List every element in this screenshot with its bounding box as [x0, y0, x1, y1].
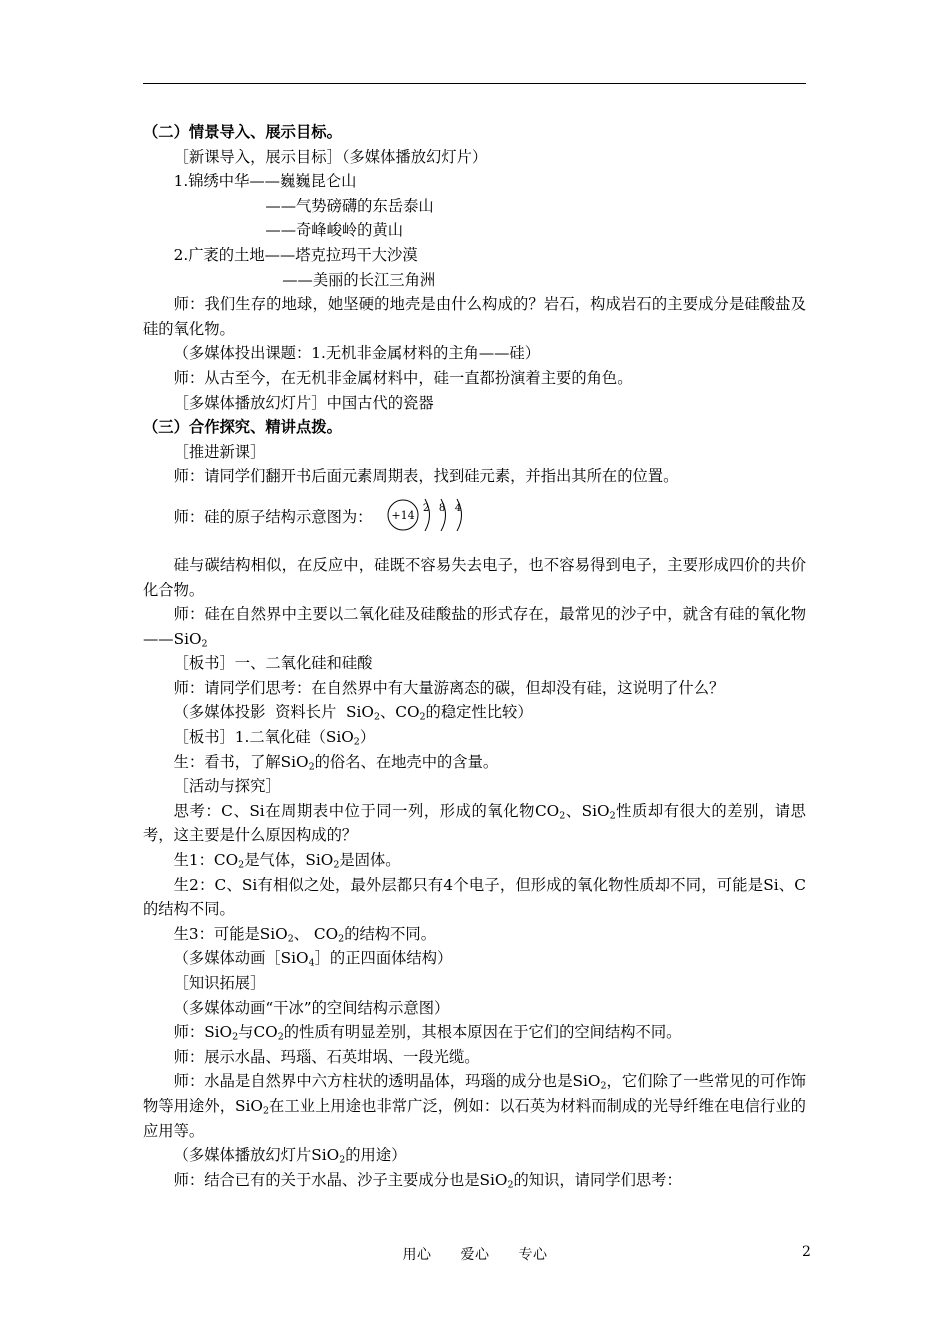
paragraph: （多媒体播放幻灯片SiO$_2$的用途）	[173, 1146, 407, 1166]
paragraph: 生3：可能是SiO$_2$、 $CO_2$的结构不同。	[173, 924, 436, 945]
footer-text-left: 用心	[402, 1247, 432, 1263]
shell-count-1: 2	[422, 502, 430, 514]
atom-label: 师：硅的原子结构示意图为：	[173, 507, 373, 526]
paragraph: 硅与碳结构相似，在反应中，硅既不容易失去电子，也不容易得到电子，主要形成四价的共价化合物。	[143, 555, 806, 599]
paragraph: ［推进新课］	[173, 442, 266, 461]
list-item: ——奇峰峻岭的黄山	[265, 221, 404, 240]
footer-text-middle: 爱心	[460, 1247, 490, 1263]
paragraph: 师：我们生存的地球，她坚硬的地壳是由什么构成的？岩石，构成岩石的主要成分是硅酸盐及硅的氧化物。	[143, 295, 806, 338]
paragraph: （多媒体投出课题：1.无机非金属材料的主角——硅）	[173, 344, 541, 363]
paragraph: 思考：C、Si在周期表中位于同一列，形成的氧化物$CO_2$、SiO$_2$性质却有很大的差别，请思考，这主要是什么原因构成的？	[143, 801, 806, 845]
paragraph: 师：展示水晶、玛瑙、石英坩埚、一段光缆。	[173, 1047, 480, 1066]
section-heading-2: （二）情景导入、展示目标。	[143, 123, 342, 141]
paragraph: ［板书］1.二氧化硅（SiO$_2$）	[173, 728, 376, 748]
document-body	[143, 120, 806, 1192]
paragraph: （多媒体投影 资料长片 SiO$_2$、$CO_2$的稳定性比较）	[173, 703, 533, 723]
section-heading-3: （三）合作探究、精讲点拨。	[143, 418, 342, 437]
page-number: 2	[802, 1244, 811, 1260]
paragraph: 师：请同学们翻开书后面元素周期表，找到硅元素，并指出其所在的位置。	[173, 467, 679, 486]
footer-text-right: 专心	[518, 1247, 548, 1263]
paragraph: （多媒体动画“干冰”的空间结构示意图）	[173, 998, 450, 1017]
atom-structure-line	[143, 495, 806, 543]
nucleus-label: +14	[391, 508, 415, 522]
list-item: ——气势磅礴的东岳泰山	[265, 196, 434, 215]
paragraph: （多媒体动画［SiO$_4$］的正四面体结构）	[173, 949, 453, 969]
paragraph: 师：SiO$_2$与$CO_2$的性质有明显差别，其根本原因在于它们的空间结构不同。	[173, 1023, 682, 1043]
paragraph: 师：结合已有的关于水晶、沙子主要成分也是SiO$_2$的知识，请同学们思考：	[173, 1170, 682, 1191]
header-rule	[143, 83, 806, 84]
paragraph: ［新课导入，展示目标］（多媒体播放幻灯片）	[173, 147, 488, 166]
paragraph: 师：请同学们思考：在自然界中有大量游离态的碳，但却没有硅，这说明了什么？	[173, 678, 725, 697]
silicon-atom-diagram	[385, 491, 477, 535]
list-item: ——美丽的长江三角洲	[282, 270, 436, 289]
list-item: 1.锦绣中华——巍巍昆仑山	[173, 172, 357, 191]
paragraph: 生2：C、Si有相似之处，最外层都只有4个电子，但形成的氧化物性质却不同，可能是Si、C的结构不同。	[143, 875, 806, 919]
paragraph: ［板书］一、二氧化硅和硅酸	[173, 654, 373, 673]
shell-count-2: 8	[438, 502, 446, 514]
paragraph: 生1：$CO_2$是气体，SiO$_2$是固体。	[173, 851, 401, 871]
paragraph: ［活动与探究］	[173, 777, 281, 796]
paragraph: 师：硅在自然界中主要以二氧化硅及硅酸盐的形式存在，最常见的沙子中，就含有硅的氧化物——SiO$_2$	[143, 605, 806, 650]
paragraph: 师：水晶是自然界中六方柱状的透明晶体，玛瑙的成分也是SiO$_2$，它们除了一些常见的可作饰物等用途外，SiO$_2$在工业上用途也非常广泛，例如：以石英为材料而制成的光导纤维在电信行业的应用等。	[143, 1072, 806, 1140]
paragraph: 生：看书，了解SiO$_2$的俗名、在地壳中的含量。	[173, 752, 499, 773]
shell-count-3: 4	[454, 502, 462, 514]
paragraph: 师：从古至今，在无机非金属材料中，硅一直都扮演着主要的角色。	[173, 368, 633, 387]
list-item: 2.广袤的土地——塔克拉玛干大沙漠	[173, 245, 418, 264]
paragraph: ［知识拓展］	[173, 974, 266, 992]
paragraph: ［多媒体播放幻灯片］中国古代的瓷器	[173, 393, 434, 412]
